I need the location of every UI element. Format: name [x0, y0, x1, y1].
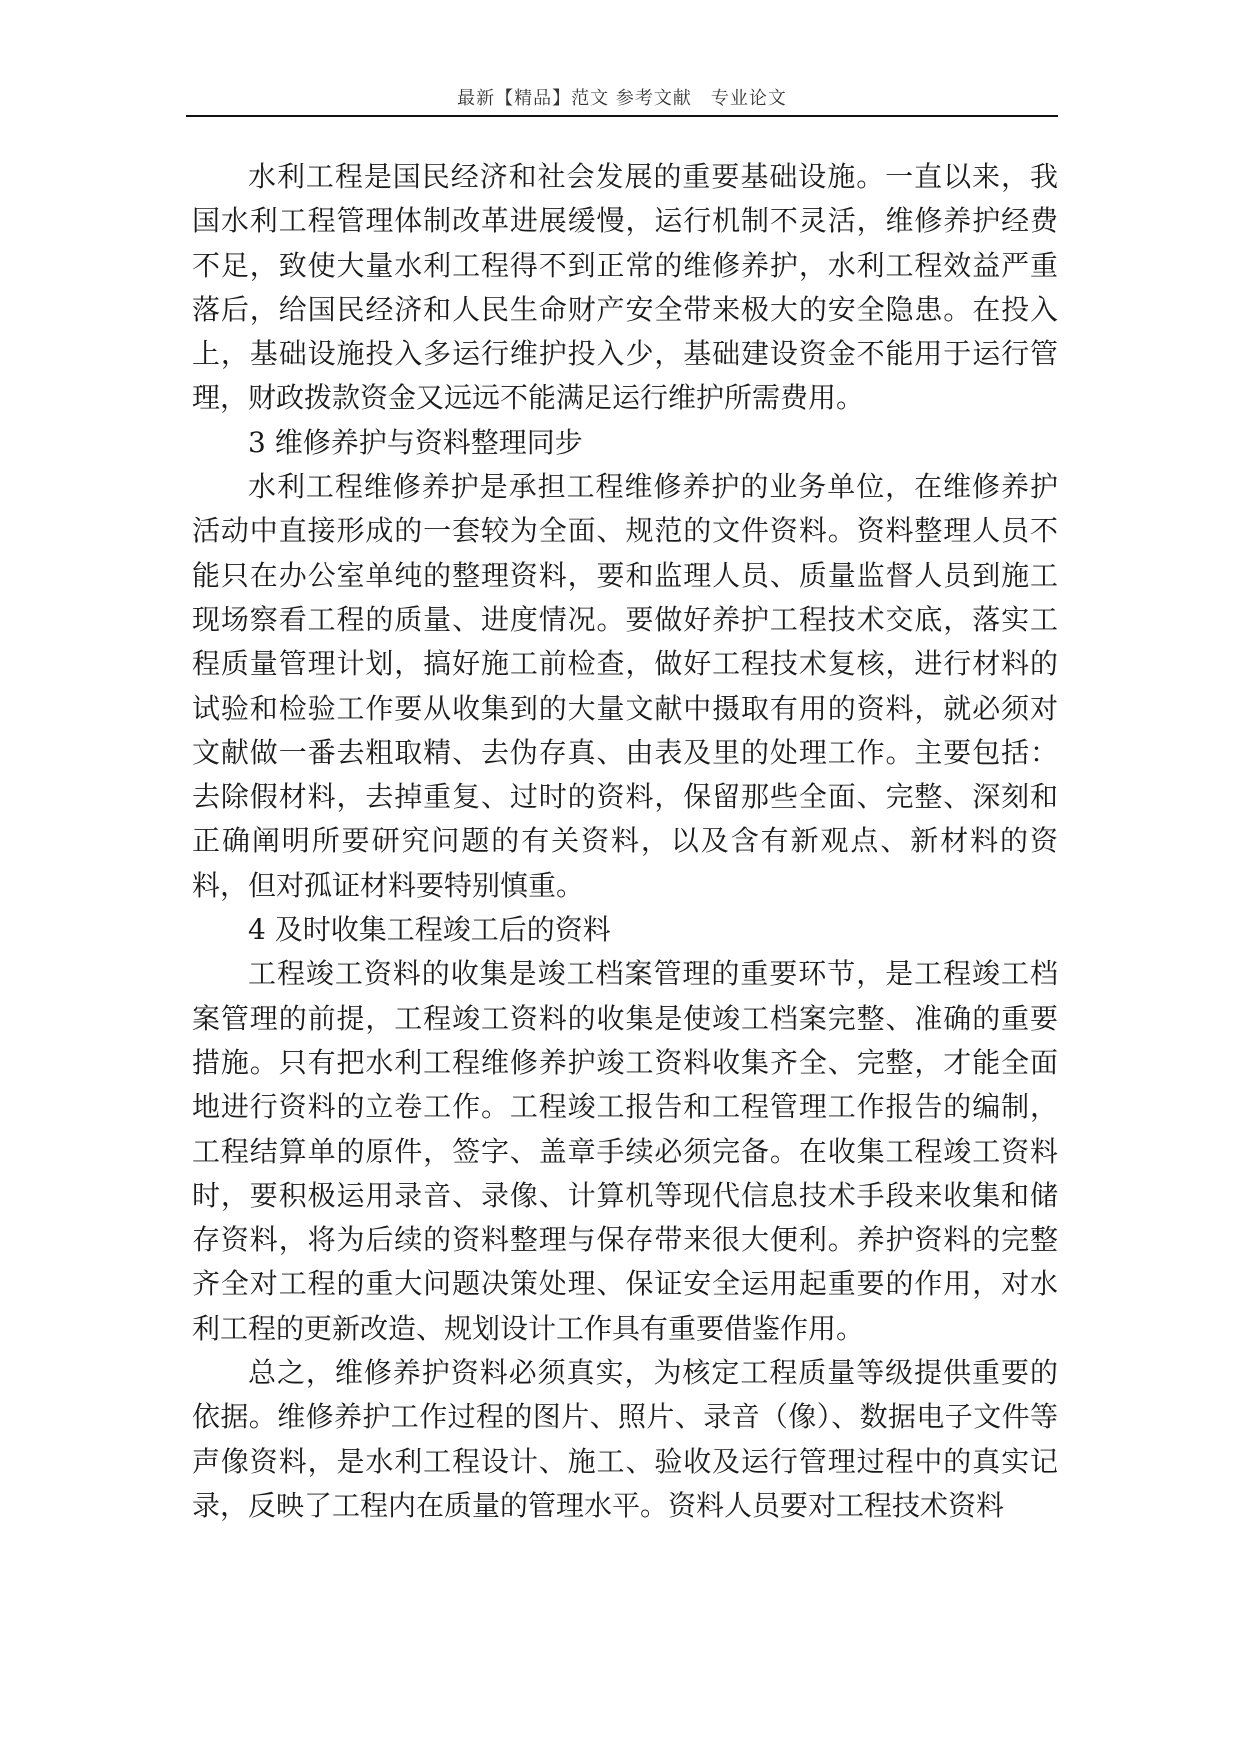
section-heading-4: 4 及时收集工程竣工后的资料 — [248, 913, 611, 947]
document-body — [192, 155, 1058, 1528]
paragraph-conclusion: 总之，维修养护资料必须真实，为核定工程质量等级提供重要的依据。维修养护工作过程的图片、照片、录音（像）、数据电子文件等声像资料，是水利工程设计、施工、验收及运行管理过程中的真实记录，反映了工程内在质量的管理水平。资料人员要对工程技术资料 — [192, 1356, 1058, 1522]
section-heading-3: 3 维修养护与资料整理同步 — [248, 425, 583, 459]
header-divider — [186, 115, 1058, 117]
paragraph-section-3: 水利工程维修养护是承担工程维修养护的业务单位，在维修养护活动中直接形成的一套较为全面、规范的文件资料。资料整理人员不能只在办公室单纯的整理资料，要和监理人员、质量监督人员到施工现场察看工程的质量、进度情况。要做好养护工程技术交底，落实工程质量管理计划，搞好施工前检查，做好工程技术复核，进行材料的试验和检验工作要从收集到的大量文献中摄取有用的资料，就必须对文献做一番去粗取精、去伪存真、由表及里的处理工作。主要包括：去除假材料，去掉重复、过时的资料，保留那些全面、完整、深刻和正确阐明所要研究问题的有关资料，以及含有新观点、新材料的资料，但对孤证材料要特别慎重。 — [192, 470, 1058, 902]
page-header: 最新【精品】范文 参考文献 专业论文 — [457, 88, 787, 109]
paragraph-section-4: 工程竣工资料的收集是竣工档案管理的重要环节，是工程竣工档案管理的前提，工程竣工资料的收集是使竣工档案完整、准确的重要措施。只有把水利工程维修养护竣工资料收集齐全、完整，才能全面地进行资料的立卷工作。工程竣工报告和工程管理工作报告的编制，工程结算单的原件，签字、盖章手续必须完备。在收集工程竣工资料时，要积极运用录音、录像、计算机等现代信息技术手段来收集和储存资料，将为后续的资料整理与保存带来很大便利。养护资料的完整齐全对工程的重大问题决策处理、保证安全运用起重要的作用，对水利工程的更新改造、规划设计工作具有重要借鉴作用。 — [192, 957, 1058, 1345]
paragraph-intro: 水利工程是国民经济和社会发展的重要基础设施。一直以来，我国水利工程管理体制改革进展缓慢，运行机制不灵活，维修养护经费不足，致使大量水利工程得不到正常的维修养护，水利工程效益严重落后，给国民经济和人民生命财产安全带来极大的安全隐患。在投入上，基础设施投入多运行维护投入少，基础建设资金不能用于运行管理，财政拨款资金又远远不能满足运行维护所需费用。 — [192, 160, 1058, 415]
